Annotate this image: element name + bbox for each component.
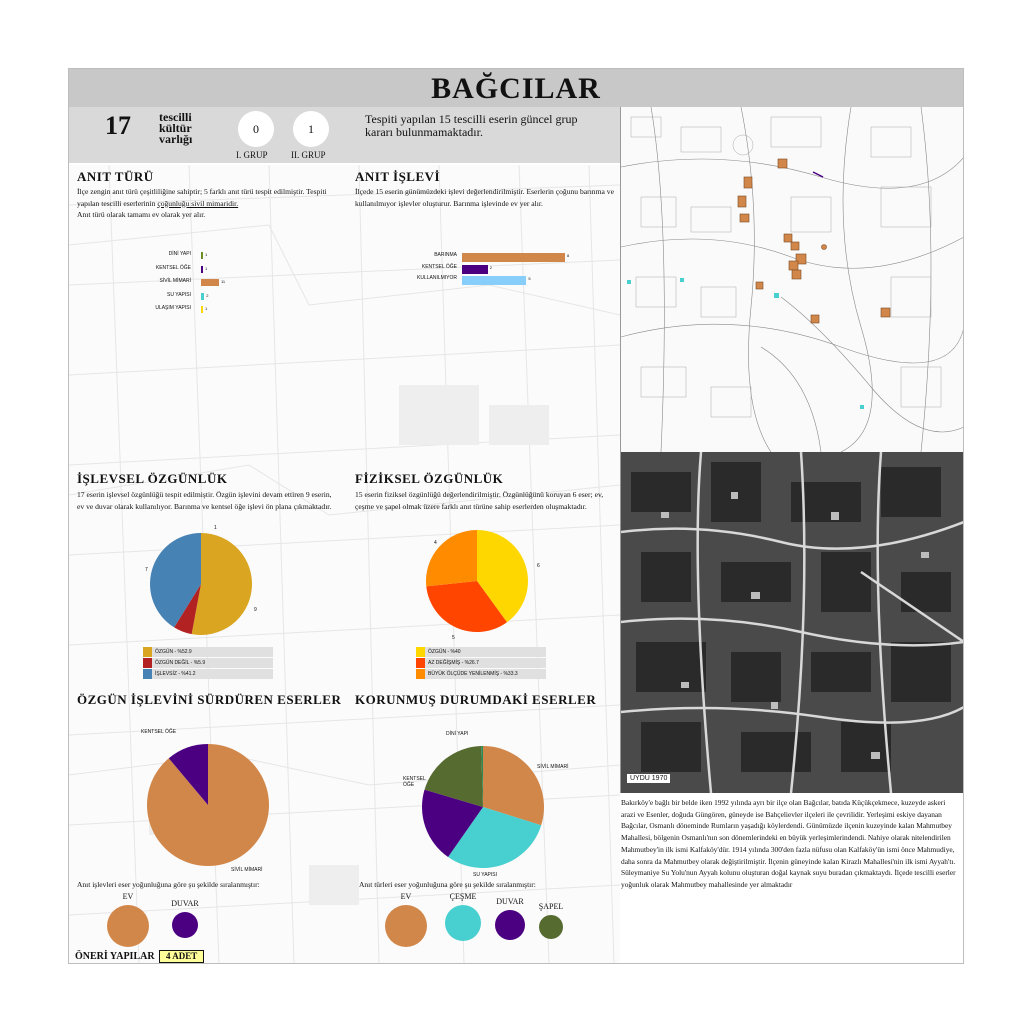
islevsel-value-ozgun: 9 <box>254 607 257 613</box>
anit-islevi-value: 2 <box>489 264 492 270</box>
oneri-badge: 4 ADET <box>159 950 204 963</box>
anit-islevi-value: 5 <box>528 276 531 281</box>
fiziksel-pie-chart <box>425 529 535 639</box>
group1-label: I. GRUP <box>236 150 268 160</box>
anit-turu-label: SİVİL MİMARİ <box>159 278 191 284</box>
anit-turu-label: ULAŞIM YAPISI <box>155 305 191 311</box>
islevsel-heading: İŞLEVSEL ÖZGÜNLÜK <box>77 471 228 486</box>
group-note: Tespiti yapılan 15 tescilli eserin güncel grup kararı bulunmamaktadır. <box>365 112 578 139</box>
korunmus-label-su: SU YAPISI <box>473 872 497 878</box>
count-label-1: tescilli <box>159 110 192 124</box>
korunmus-rank-label: ÇEŞME <box>449 892 477 901</box>
anit-islevi-label: KENTSEL ÖĞE <box>421 263 457 270</box>
surduren-label-sivil: SİVİL MİMARİ <box>231 867 263 873</box>
islevsel-legend-item <box>143 647 273 657</box>
anit-turu-text: İlçe zengin anıt türü çeşitliliğine sahiptir; 5 farklı anıt türü tespit edilmiştir. Tespiti yapılan tescilli eserlerinin çoğunluğu sivil mimaridir. Anıt türü olarak tamamı ev olarak yer alır. <box>77 187 327 219</box>
korunmus-rank-dot <box>385 905 427 947</box>
fiziksel-legend-label: AZ DEĞİŞMİŞ - %26.7 <box>428 660 479 666</box>
fiziksel-legend-swatch <box>416 647 425 657</box>
islevsel-legend-label: ÖZGÜN DEĞİL - %5.9 <box>155 660 206 666</box>
fiziksel-value-ozgun: 6 <box>537 563 540 569</box>
surduren-pie-chart <box>145 742 271 868</box>
anit-islevi-heading: ANIT İŞLEVİ <box>355 169 441 184</box>
fiziksel-text: 15 eserin fiziksel özgünlüğü değerlendirilmiştir. Özgünlüğünü koruyan 6 eser; ev, çeşme ve şapel olmak üzere farklı anıt türüne sahip eserlerden oluşmaktadır. <box>355 490 604 511</box>
korunmus-heading: KORUNMUŞ DURUMDAKİ ESERLER <box>355 692 597 707</box>
anit-islevi-label: BARINMA <box>434 252 457 258</box>
surduren-label-kentsel: KENTSEL ÖĞE <box>141 729 177 735</box>
anit-islevi-bar <box>462 276 526 285</box>
anit-turu-value: 1 <box>205 265 208 271</box>
islevsel-legend-swatch <box>143 669 152 679</box>
korunmus-rank-label: EV <box>400 892 412 901</box>
anit-turu-label: KENTSEL ÖĞE <box>155 264 191 271</box>
islevsel-pie-chart <box>141 524 261 644</box>
fiziksel-legend-label: ÖZGÜN - %40 <box>428 649 461 655</box>
islevsel-text: 17 eserin işlevsel özgünlüğü tespit edilmiştir. Özgün işlevini devam ettiren 9 eserin, ev ve duvar olarak kullanılıyor. Barınma ve kentsel öğe işlevi ön plana çıkmaktadır. <box>77 490 332 511</box>
poster <box>68 68 964 964</box>
korunmus-label-kentsel: KENTSEL ÖĞE <box>403 776 426 788</box>
registered-count: 17 <box>105 111 131 140</box>
count-label-2: kültür <box>159 121 192 135</box>
anit-turu-bar <box>201 306 203 313</box>
fiziksel-legend-swatch <box>416 669 425 679</box>
fiziksel-legend-item <box>416 658 546 668</box>
anit-islevi-bar <box>462 265 488 274</box>
islevsel-value-ozgun-degil: 1 <box>214 525 217 531</box>
korunmus-rank-label: ŞAPEL <box>538 902 564 911</box>
fiziksel-value-buyuk: 4 <box>434 540 437 546</box>
anit-turu-bar <box>201 293 204 300</box>
oneri-label: ÖNERİ YAPILAR <box>75 951 155 962</box>
korunmus-label-sivil: SİVİL MİMARİ <box>537 764 569 770</box>
site-map <box>620 107 964 453</box>
surduren-heading: ÖZGÜN İŞLEVİNİ SÜRDÜREN ESERLER <box>77 692 342 707</box>
korunmus-rank-dot <box>495 910 525 940</box>
site-map-drawing <box>621 107 964 452</box>
anit-turu-heading: ANIT TÜRÜ <box>77 169 154 184</box>
surduren-rank-label: DUVAR <box>171 899 199 908</box>
fiziksel-legend-swatch <box>416 658 425 668</box>
anit-turu-label: DİNİ YAPI <box>168 251 191 257</box>
anit-turu-bar <box>201 266 203 273</box>
fiziksel-legend-item <box>416 669 546 679</box>
anit-turu-value: 1 <box>205 252 208 257</box>
fiziksel-legend-item <box>416 647 546 657</box>
page-title: BAĞCILAR <box>431 72 601 105</box>
islevsel-legend-swatch <box>143 658 152 668</box>
fiziksel-legend-label: BÜYÜK ÖLÇÜDE YENİLENMİŞ - %33.3 <box>428 671 518 677</box>
anit-islevi-value: 8 <box>567 253 570 258</box>
korunmus-pie-chart <box>421 745 545 869</box>
islevsel-legend-label: İŞLEVSİZ - %41.2 <box>155 671 196 677</box>
islevsel-legend-item <box>143 669 273 679</box>
anit-islevi-bar <box>462 253 565 262</box>
surduren-rank-dot <box>107 905 149 947</box>
anit-turu-value: 1 <box>205 306 208 311</box>
anit-turu-bar <box>201 279 219 286</box>
surduren-rank-label: EV <box>122 892 134 901</box>
islevsel-value-islevsiz: 7 <box>145 567 148 573</box>
group2-value: 1 <box>293 111 329 147</box>
korunmus-rank-label: DUVAR <box>496 897 524 906</box>
anit-islevi-label: KULLANILMIYOR <box>416 275 457 281</box>
anit-turu-value: 11 <box>221 279 226 284</box>
anit-turu-label: SU YAPISI <box>167 291 191 298</box>
group2-label: II. GRUP <box>291 150 326 160</box>
surduren-rank-dot <box>172 912 198 938</box>
count-label-3: varlığı <box>159 132 193 146</box>
surduren-rank-text: Anıt işlevleri eser yoğunluğuna göre şu şekilde sıralanmıştır: <box>77 880 260 889</box>
district-description: Bakırköy'e bağlı bir belde iken 1992 yılında ayrı bir ilçe olan Bağcılar, batıda Küçükçekmece, kuzeyde askeri arazi ve Esenler, doğuda Güngören, güneyde ise Bahçelievler ilçeleri ile çevrilidir. Yerleşimi eskiye dayanan Bağcılar, Osmanlı döneminde Rumların yaşadığı köylerdendi. Günümüzde ilçenin kuzeyinde kalan Mahmutbey Mahallesi, bölgenin Osmanlı'nın son dönemlerindeki en büyük yerleşimlerindendi. Nahiye olarak nitelendirilen Mahmutbey'in ilk ismi Kalfaköy'dür. 1914 yılında 300'den fazla nüfusu olan Kalfaköy'ün ismi önce Mahmudiye, daha sonra da Mahmutbey olarak değiştirilmiştir. İlçenin güneyinde kalan Kirazlı Mahallesi'nin ilk ismi Ayyah'tı. Süleymaniye Su Yolu'nun Ayyah kolunu oluşturan doğal kaynak suyu buradan çıkmaktaydı. İlçede tescilli eserler yoğunluk olarak Mahmutbey mahallesinde yer almaktadır <box>621 798 956 889</box>
fiziksel-value-az: 5 <box>452 635 455 641</box>
korunmus-rank-dot <box>445 905 481 941</box>
fiziksel-slice <box>426 530 477 586</box>
satellite-photo-texture <box>621 452 964 793</box>
korunmus-rank-dot <box>539 915 563 939</box>
fiziksel-heading: FİZİKSEL ÖZGÜNLÜK <box>355 471 504 486</box>
islevsel-legend-swatch <box>143 647 152 657</box>
korunmus-rank-text: Anıt türleri eser yoğunluğuna göre şu şekilde sıralanmıştır: <box>359 880 536 889</box>
islevsel-legend-item <box>143 658 273 668</box>
anit-islevi-text: İlçede 15 eserin günümüzdeki işlevi değerlendirilmiştir. Eserlerin çoğunu barınma ve kullanılmıyor işlevler oluşturur. Barınma işlevinde ev yer alır. <box>355 187 614 208</box>
anit-turu-bar <box>201 252 203 259</box>
satellite-photo <box>620 452 964 793</box>
islevsel-legend-label: ÖZGÜN - %52.9 <box>155 649 192 655</box>
photo-caption: UYDU 1970 <box>627 774 670 783</box>
group1-value: 0 <box>238 111 274 147</box>
korunmus-label-dini: DİNİ YAPI <box>446 731 469 737</box>
anit-turu-value: 2 <box>206 292 209 298</box>
